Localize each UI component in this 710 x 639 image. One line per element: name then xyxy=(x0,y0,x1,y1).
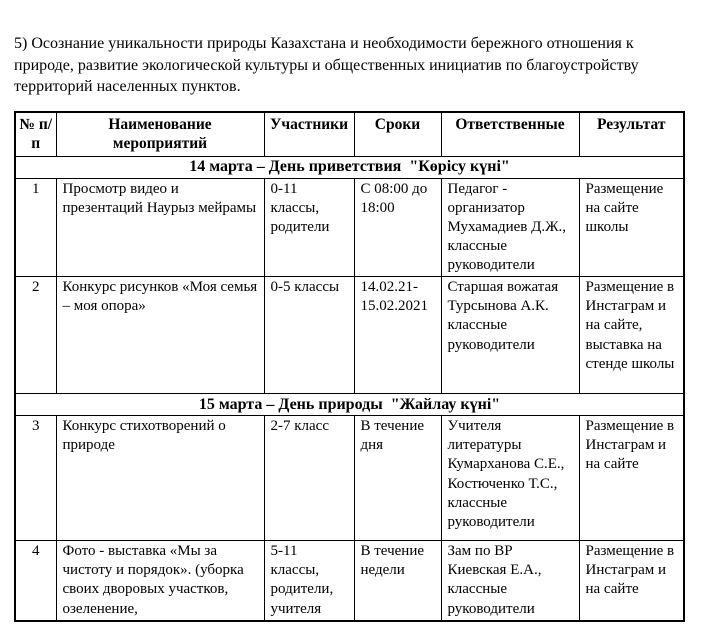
dates-cell: В течение недели xyxy=(354,541,441,621)
participants-cell: 0-11 классы, родители xyxy=(264,179,354,277)
participants-cell: 0-5 классы xyxy=(264,277,354,394)
event-name-cell: Конкурс стихотворений о природе xyxy=(56,416,264,541)
table-row xyxy=(15,416,684,541)
column-header-name: Наименование мероприятий xyxy=(56,112,264,157)
column-header-result: Результат xyxy=(579,112,684,157)
row-number-cell: 4 xyxy=(15,541,56,621)
result-cell: Размещение в Инстаграм и на сайте xyxy=(579,416,684,541)
event-name-cell: Фото - выставка «Мы за чистоту и порядок». (уборка своих дворовых участков, озеленение, xyxy=(56,541,264,621)
section-title: 14 марта – День приветствия "Көрісу күні" xyxy=(15,157,684,179)
row-number-cell: 3 xyxy=(15,416,56,541)
table-row xyxy=(15,277,684,394)
column-header-number: № п/п xyxy=(15,112,56,157)
event-name-cell: Просмотр видео и презентаций Наурыз мейрамы xyxy=(56,179,264,277)
responsible-cell: Старшая вожатая Турсынова А.К. классные руководители xyxy=(441,277,579,394)
table-row xyxy=(15,541,684,621)
result-cell: Размещение на сайте школы xyxy=(579,179,684,277)
row-number-cell: 2 xyxy=(15,277,56,394)
participants-cell: 5-11 классы, родители, учителя xyxy=(264,541,354,621)
column-header-participants: Участники xyxy=(264,112,354,157)
event-name-cell: Конкурс рисунков «Моя семья – моя опора» xyxy=(56,277,264,394)
event-plan-table xyxy=(14,111,685,622)
responsible-cell: Учителя литературы Кумарханова С.Е., Костюченко Т.С., классные руководители xyxy=(441,416,579,541)
result-cell: Размещение в Инстаграм и на сайте xyxy=(579,541,684,621)
result-cell: Размещение в Инстаграм и на сайте, выставка на стенде школы xyxy=(579,277,684,394)
intro-paragraph: 5) Осознание уникальности природы Казахстана и необходимости бережного отношения к природе, развитие экологической культуры и общественных инициатив по благоустройству территорий населенных пунктов. xyxy=(14,35,639,96)
section-header-row xyxy=(15,157,684,179)
dates-cell: В течение дня xyxy=(354,416,441,541)
section-title: 15 марта – День природы "Жайлау күні" xyxy=(15,394,684,416)
section-header-row xyxy=(15,394,684,416)
dates-cell: 14.02.21-15.02.2021 xyxy=(354,277,441,394)
participants-cell: 2-7 класс xyxy=(264,416,354,541)
table-row xyxy=(15,179,684,277)
dates-cell: С 08:00 до 18:00 xyxy=(354,179,441,277)
responsible-cell: Зам по ВР Киевская Е.А., классные руководители xyxy=(441,541,579,621)
table-header-row xyxy=(15,112,684,157)
column-header-responsible: Ответственные xyxy=(441,112,579,157)
column-header-dates: Сроки xyxy=(354,112,441,157)
responsible-cell: Педагог - организатор Мухамадиев Д.Ж., классные руководители xyxy=(441,179,579,277)
row-number-cell: 1 xyxy=(15,179,56,277)
